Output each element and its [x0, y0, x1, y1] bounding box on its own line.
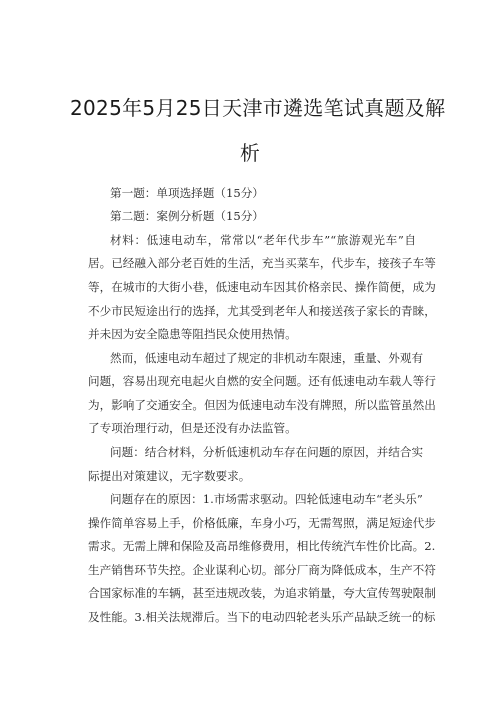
- answer-line: 及性能。3.相关法规滞后。当下的电动四轮老头乐产品缺乏统一的标: [88, 610, 436, 624]
- answer-line: 问题存在的原因：1.市场需求驱动。四轮低速电动车“老头乐”: [110, 492, 423, 506]
- document-title-line-1: 2025年5月25日天津市遴选笔试真题及解: [70, 96, 446, 120]
- section-heading-1: 第一题：单项选择题（15分）: [110, 186, 264, 200]
- document-title-line-2: 析: [239, 141, 261, 165]
- paragraph-line: 问题，容易出现充电起火自燃的安全问题。还有低速电动车载人等行: [88, 374, 436, 388]
- paragraph-line: 了专项治理行动，但是还没有办法监管。: [88, 421, 297, 435]
- paragraph-line: 然而，低速电动车超过了规定的非机动车限速，重量、外观有: [110, 351, 424, 365]
- paragraph-line: 不少市民短途出行的选择，尤其受到老年人和接送孩子家长的青睐，: [88, 304, 436, 318]
- answer-line: 生产销售环节失控。企业谋利心切。部分厂商为降低成本，生产不符: [88, 563, 436, 577]
- question-line: 际提出对策建议，无字数要求。: [88, 469, 251, 483]
- question-line: 问题：结合材料，分析低速机动车存在问题的原因，并结合实: [110, 445, 424, 459]
- paragraph-line: 并未因为安全隐患等阻挡民众使用热情。: [88, 327, 297, 341]
- paragraph-line: 为，影响了交通安全。但因为低速电动车没有牌照，所以监管虽然出: [88, 398, 436, 412]
- answer-line: 需求。无需上牌和保险及高昂维修费用，相比传统汽车性价比高。2.: [88, 539, 436, 553]
- paragraph-line: 等，在城市的大街小巷，低速电动车因其价格亲民、操作简便，成为: [88, 280, 436, 294]
- answer-line: 合国家标准的车辆，甚至违规改装，为追求销量，夸大宣传驾驶限制: [88, 586, 436, 600]
- paragraph-line: 材料：低速电动车，常常以“老年代步车”“旅游观光车”自: [110, 233, 416, 247]
- answer-line: 操作简单容易上手，价格低廉，车身小巧，无需驾照，满足短途代步: [88, 516, 436, 530]
- paragraph-line: 居。已经融入部分老百姓的生活，充当买菜车，代步车，接孩子车等: [88, 256, 436, 270]
- section-heading-2: 第二题：案例分析题（15分）: [110, 209, 264, 223]
